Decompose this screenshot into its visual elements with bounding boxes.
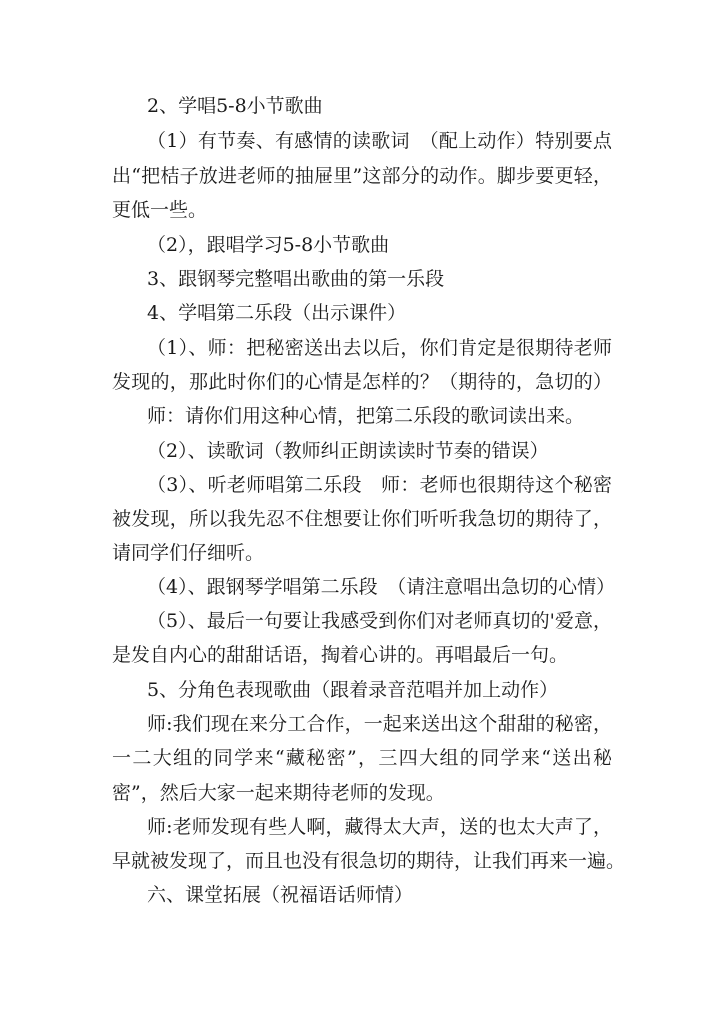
paragraph-line: （5）、最后一句要让我感受到你们对老师真切的'爱意， (147, 610, 612, 632)
section-heading-5: 5、分角色表现歌曲（跟着录音范唱并加上动作） (147, 679, 559, 701)
paragraph-line: 师:我们现在来分工合作，一起来送出这个甜甜的秘密， (147, 713, 612, 735)
paragraph-line: 早就被发现了，而且也没有很急切的期待，让我们再来一遍。 (112, 850, 626, 872)
paragraph-line: 出“把桔子放进老师的抽屉里”这部分的动作。脚步要更轻， (112, 165, 612, 187)
paragraph-line: 师:老师发现有些人啊，藏得太大声，送的也太大声了， (147, 816, 612, 838)
paragraph-line: 一二大组的同学来“藏秘密”，三四大组的同学来“送出秘 (112, 747, 612, 769)
section-heading-2: 2、学唱5-8小节歌曲 (147, 95, 323, 117)
section-heading-6: 六、课堂拓展（祝福语话师情） (147, 884, 414, 906)
paragraph-line: （2）、读歌词（教师纠正朗读读时节奏的错误） (147, 440, 549, 462)
paragraph-line: （3）、听老师唱第二乐段 师：老师也很期待这个秘密 (147, 474, 612, 496)
section-heading-4: 4、学唱第二乐段（出示课件） (147, 302, 407, 324)
paragraph-line: （4）、跟钢琴学唱第二乐段 （请注意唱出急切的心情） (147, 576, 616, 598)
paragraph-line: 密”，然后大家一起来期待老师的发现。 (112, 782, 445, 804)
paragraph-line: 被发现，所以我先忍不住想要让你们听听我急切的期待了， (112, 508, 612, 530)
paragraph-line: （1）有节奏、有感情的读歌词 （配上动作）特别要点 (147, 130, 612, 152)
paragraph-line: （1）、师：把秘密送出去以后，你们肯定是很期待老师 (147, 337, 612, 359)
paragraph-line: （2），跟唱学习5-8小节歌曲 (147, 234, 390, 256)
paragraph-line: 请同学们仔细听。 (112, 542, 265, 564)
section-heading-3: 3、跟钢琴完整唱出歌曲的第一乐段 (147, 268, 445, 290)
paragraph-line: 更低一些。 (112, 199, 208, 221)
paragraph-line: 发现的，那此时你们的心情是怎样的？（期待的，急切的） (112, 371, 612, 393)
paragraph-line: 师：请你们用这种心情，把第二乐段的歌词读出来。 (147, 405, 585, 427)
paragraph-line: 是发自内心的甜甜话语，掏着心讲的。再唱最后一句。 (112, 644, 569, 666)
